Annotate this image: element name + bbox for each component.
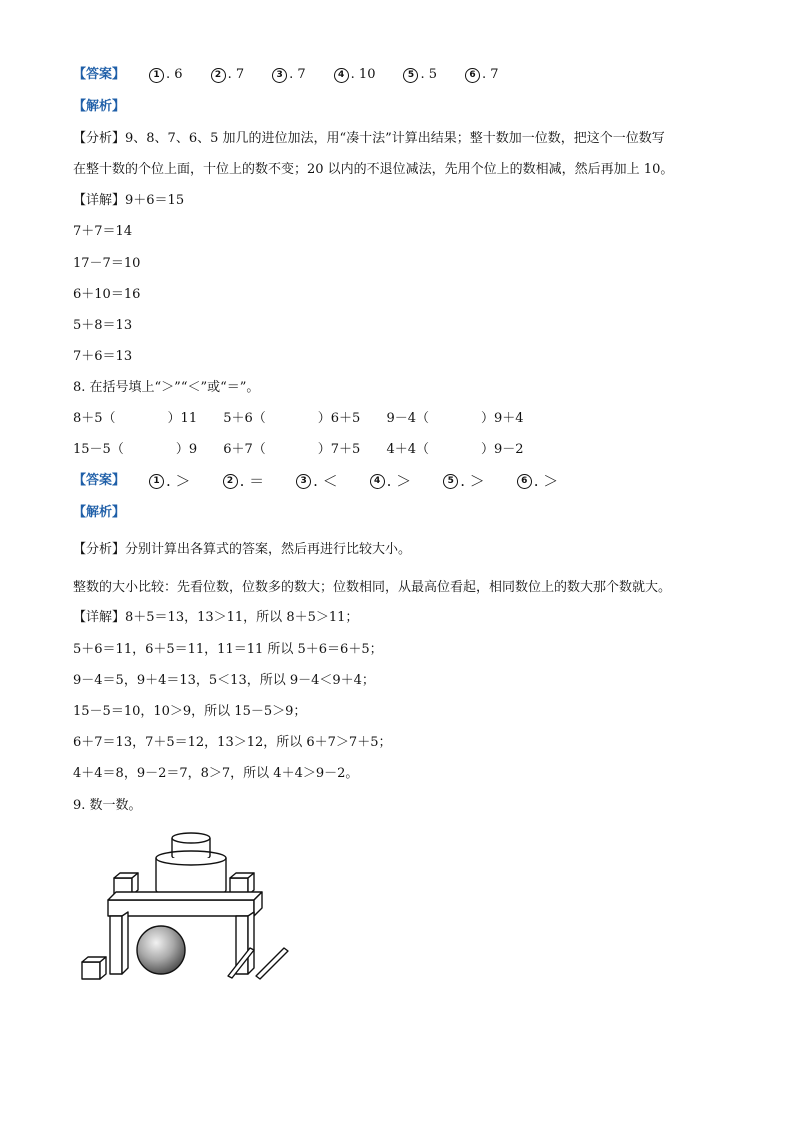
answer-value: . 7: [227, 67, 245, 82]
fenxi-tag: 【分析】: [73, 542, 126, 557]
table-leg-left: [110, 912, 128, 974]
detail-line: 6＋7＝13，7＋5＝12，13＞12，所以 6＋7＞7＋5；: [73, 735, 392, 750]
detail-line: [73, 192, 184, 210]
comparison-item: 5＋6（ ）6＋5: [223, 411, 361, 426]
detail-text: 9＋6＝15: [125, 193, 185, 208]
cube-bottom-left: [82, 957, 106, 979]
answer-value: . ＞: [166, 472, 191, 490]
circled-number: 5: [443, 474, 458, 489]
analysis-line: [73, 130, 665, 148]
circled-number: 1: [149, 474, 164, 489]
answer-item: [296, 472, 338, 490]
detail-line: 7＋7＝14: [73, 224, 133, 239]
detail-line: 4＋4＝8，9－2＝7，8＞7，所以 4＋4＞9－2。: [73, 766, 359, 781]
fenxi-tag: 【分析】: [73, 131, 126, 146]
question-8-row: [73, 410, 546, 428]
answer-value: . ＜: [313, 472, 338, 490]
answer-item: [272, 66, 306, 84]
circled-number: 4: [370, 474, 385, 489]
circled-number: 1: [149, 68, 164, 83]
answer-value: . ＞: [460, 472, 485, 490]
fenxi-text: 分别计算出各算式的答案，然后再进行比较大小。: [125, 542, 412, 557]
answer-tag: 【答案】: [73, 67, 126, 82]
circled-number: 4: [334, 68, 349, 83]
answer-item: [334, 66, 376, 84]
answer-value: . ＝: [239, 472, 265, 490]
detail-line: [73, 609, 358, 627]
answer-item: [149, 472, 191, 490]
circled-number: 3: [272, 68, 287, 83]
fenxi-text: 9、8、7、6、5 加几的进位加法，用“凑十法”计算出结果；整十数加一位数，把这个一位数写: [125, 131, 665, 146]
detail-line: 6＋10＝16: [73, 287, 141, 302]
detail-line: 9－4＝5，9＋4＝13，5＜13，所以 9－4＜9＋4；: [73, 673, 375, 688]
answer-row-7: [73, 66, 527, 84]
detail-line: 7＋6＝13: [73, 349, 133, 364]
detail-line: 5＋8＝13: [73, 318, 133, 333]
analysis-tag: 【解析】: [73, 99, 126, 114]
detail-line: 5＋6＝11，6＋5＝11，11＝11 所以 5＋6＝6＋5；: [73, 642, 383, 657]
comparison-item: 8＋5（ ）11: [73, 411, 198, 426]
xiangjie-tag: 【详解】: [73, 193, 126, 208]
detail-line: 15－5＝10，10＞9，所以 15－5＞9；: [73, 704, 307, 719]
answer-row-8: [73, 472, 590, 490]
answer-value: . 7: [289, 67, 306, 82]
detail-text: 8＋5＝13，13＞11，所以 8＋5＞11；: [125, 610, 359, 625]
answer-value: . 7: [482, 67, 499, 82]
answer-value: . ＞: [533, 472, 559, 490]
comparison-item: 6＋7（ ）7＋5: [223, 442, 361, 457]
question-9-title: 9. 数一数。: [73, 798, 142, 813]
xiangjie-tag: 【详解】: [73, 610, 126, 625]
circled-number: 3: [296, 474, 311, 489]
comparison-item: 9－4（ ）9＋4: [386, 411, 524, 426]
answer-item: [465, 66, 499, 84]
stick-2: [256, 948, 288, 979]
answer-item: [403, 66, 437, 84]
answer-value: . 10: [350, 67, 376, 82]
answer-item: [211, 66, 245, 84]
answer-value: . 6: [166, 67, 183, 82]
answer-item: [370, 472, 412, 490]
analysis-heading: [73, 504, 125, 522]
answer-value: . ＞: [386, 472, 412, 490]
analysis-heading: [73, 98, 125, 116]
answer-item: [443, 472, 485, 490]
answer-item: [517, 472, 559, 490]
circled-number: 2: [211, 68, 226, 83]
analysis-line: 在整十数的个位上面，十位上的数不变；20 以内的不退位减法，先用个位上的数相减，然后再加上 10。: [73, 162, 674, 177]
circled-number: 5: [403, 68, 418, 83]
analysis-line: [73, 541, 411, 559]
detail-line: 17－7＝10: [73, 256, 141, 271]
table-top: [108, 892, 262, 916]
answer-tag: 【答案】: [73, 473, 126, 488]
circled-number: 6: [517, 474, 532, 489]
shapes-figure: [78, 828, 298, 984]
question-8-row: [73, 441, 546, 459]
ball: [137, 926, 185, 974]
question-8-title: 8. 在括号填上“＞”“＜”或“＝”。: [73, 380, 260, 395]
answer-item: [223, 472, 265, 490]
answer-item: [149, 66, 183, 84]
analysis-tag: 【解析】: [73, 505, 126, 520]
small-cylinder: [172, 833, 210, 861]
comparison-item: 4＋4（ ）9－2: [386, 442, 524, 457]
circled-number: 2: [223, 474, 238, 489]
comparison-item: 15－5（ ）9: [73, 442, 198, 457]
rule-line: 整数的大小比较：先看位数，位数多的数大；位数相同，从最高位看起，相同数位上的数大那个数就大。: [73, 580, 672, 595]
answer-value: . 5: [420, 67, 438, 82]
circled-number: 6: [465, 68, 480, 83]
